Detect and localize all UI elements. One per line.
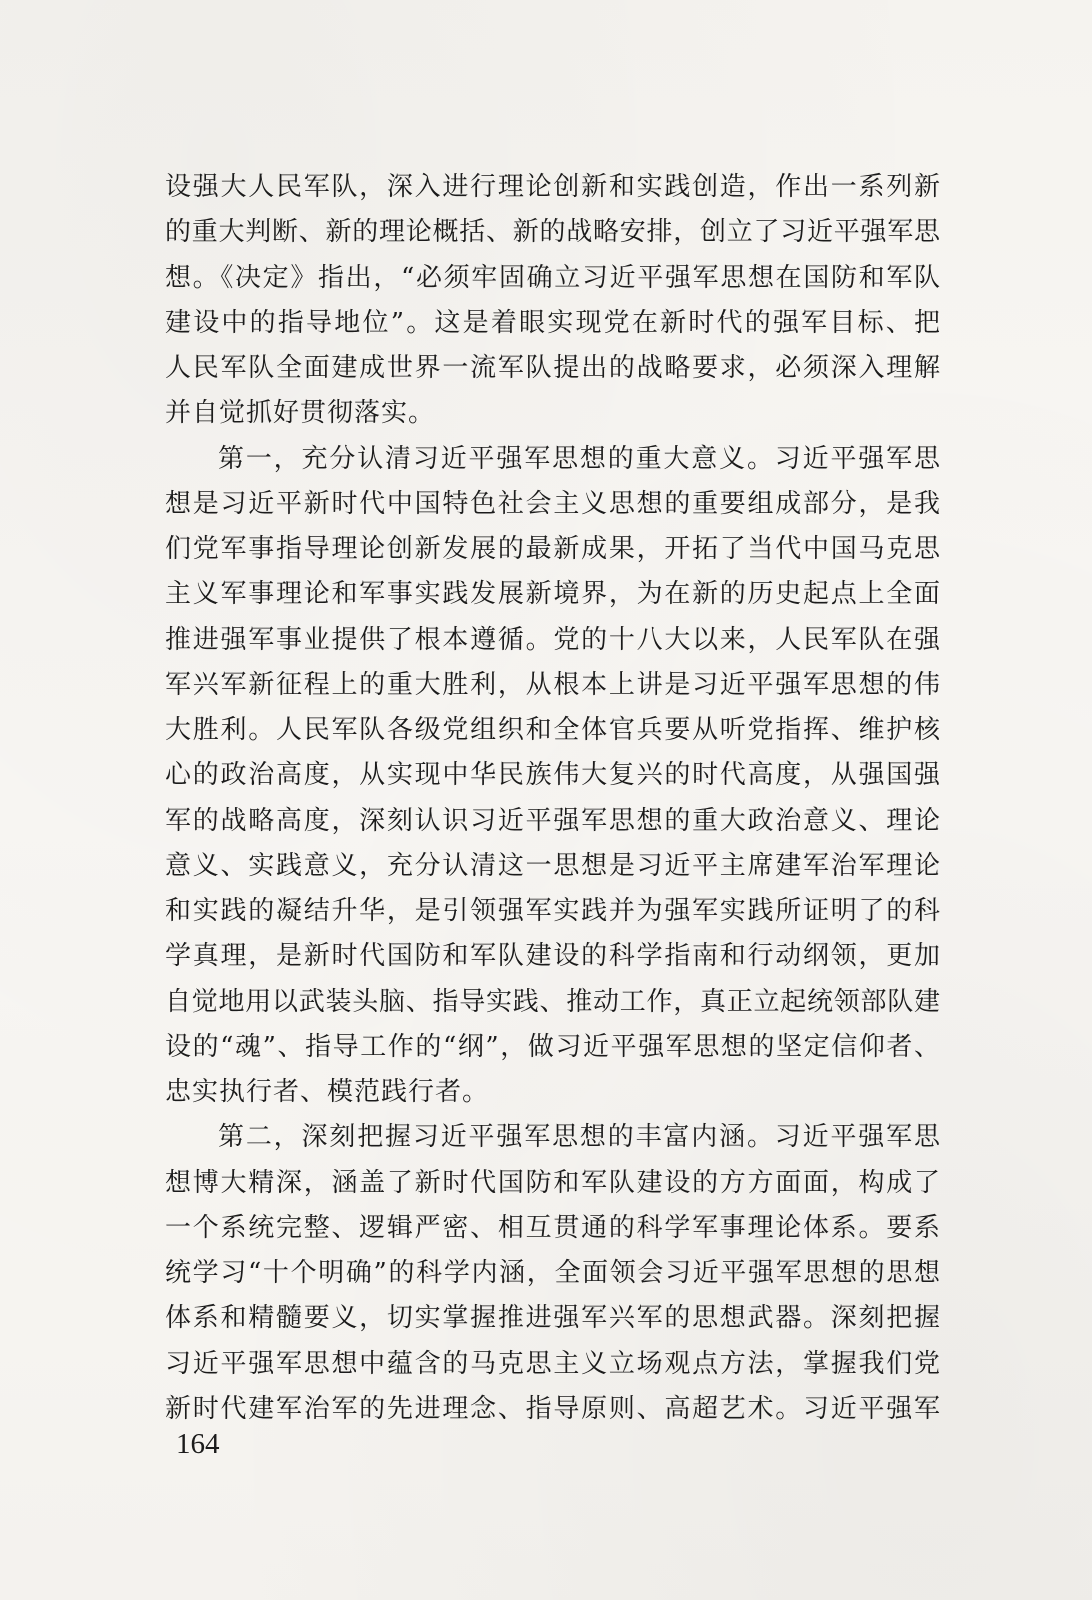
- text-line: 和实践的凝结升华，是引领强军实践并为强军实践所证明了的科: [165, 896, 940, 926]
- paragraph: [165, 1115, 940, 1432]
- text-line: 意义、实践意义，充分认清这一思想是习近平主席建军治军理论: [165, 850, 940, 881]
- text-line: 学真理，是新时代国防和军队建设的科学指南和行动纲领，更加: [165, 941, 940, 972]
- text-line: 想是习近平新时代中国特色社会主义思想的重要组成部分，是我: [165, 488, 940, 519]
- body-text: [165, 165, 940, 1432]
- text-line: 主义军事理论和军事实践发展新境界，为在新的历史起点上全面: [165, 579, 940, 610]
- text-line: 们党军事指导理论创新发展的最新成果，开拓了当代中国马克思: [165, 534, 940, 564]
- text-line: 忠实执行者、模范践行者。: [165, 1077, 490, 1107]
- text-line: 想。《决定》指出，“必须牢固确立习近平强军思想在国防和军队: [165, 262, 940, 293]
- text-line: 统学习“十个明确”的科学内涵，全面领会习近平强军思想的思想: [165, 1258, 940, 1288]
- page-number: 164: [176, 1428, 220, 1460]
- text-line: 新时代建军治军的先进理念、指导原则、高超艺术。习近平强军: [165, 1393, 940, 1424]
- paragraph: [165, 165, 940, 437]
- text-line: 习近平强军思想中蕴含的马克思主义立场观点方法，掌握我们党: [165, 1348, 940, 1379]
- text-line: 的重大判断、新的理论概括、新的战略安排，创立了习近平强军思: [165, 217, 940, 248]
- paragraph: [165, 437, 940, 1116]
- text-line: 第二，深刻把握习近平强军思想的丰富内涵。习近平强军思: [218, 1122, 940, 1153]
- text-line: 并自觉抓好贯彻落实。: [165, 398, 436, 429]
- text-line: 想博大精深，涵盖了新时代国防和军队建设的方方面面，构成了: [165, 1167, 940, 1198]
- text-line: 设强大人民军队，深入进行理论创新和实践创造，作出一系列新: [165, 172, 940, 202]
- text-line: 军的战略高度，深刻认识习近平强军思想的重大政治意义、理论: [165, 805, 940, 836]
- text-line: 推进强军事业提供了根本遵循。党的十八大以来，人民军队在强: [165, 624, 940, 655]
- text-line: 大胜利。人民军队各级党组织和全体官兵要从听党指挥、维护核: [165, 715, 940, 745]
- text-line: 设的“魂”、指导工作的“纲”，做习近平强军思想的坚定信仰者、: [165, 1031, 940, 1062]
- text-line: 自觉地用以武装头脑、指导实践、推动工作，真正立起统领部队建: [165, 986, 940, 1017]
- text-line: 一个系统完整、逻辑严密、相互贯通的科学军事理论体系。要系: [165, 1212, 940, 1243]
- text-line: 建设中的指导地位”。这是着眼实现党在新时代的强军目标、把: [165, 307, 940, 338]
- text-line: 军兴军新征程上的重大胜利，从根本上讲是习近平强军思想的伟: [165, 669, 940, 700]
- text-line: 第一，充分认清习近平强军思想的重大意义。习近平强军思: [218, 443, 940, 474]
- text-line: 心的政治高度，从实现中华民族伟大复兴的时代高度，从强国强: [165, 760, 940, 791]
- text-line: 体系和精髓要义，切实掌握推进强军兴军的思想武器。深刻把握: [165, 1303, 940, 1334]
- text-line: 人民军队全面建成世界一流军队提出的战略要求，必须深入理解: [165, 353, 940, 383]
